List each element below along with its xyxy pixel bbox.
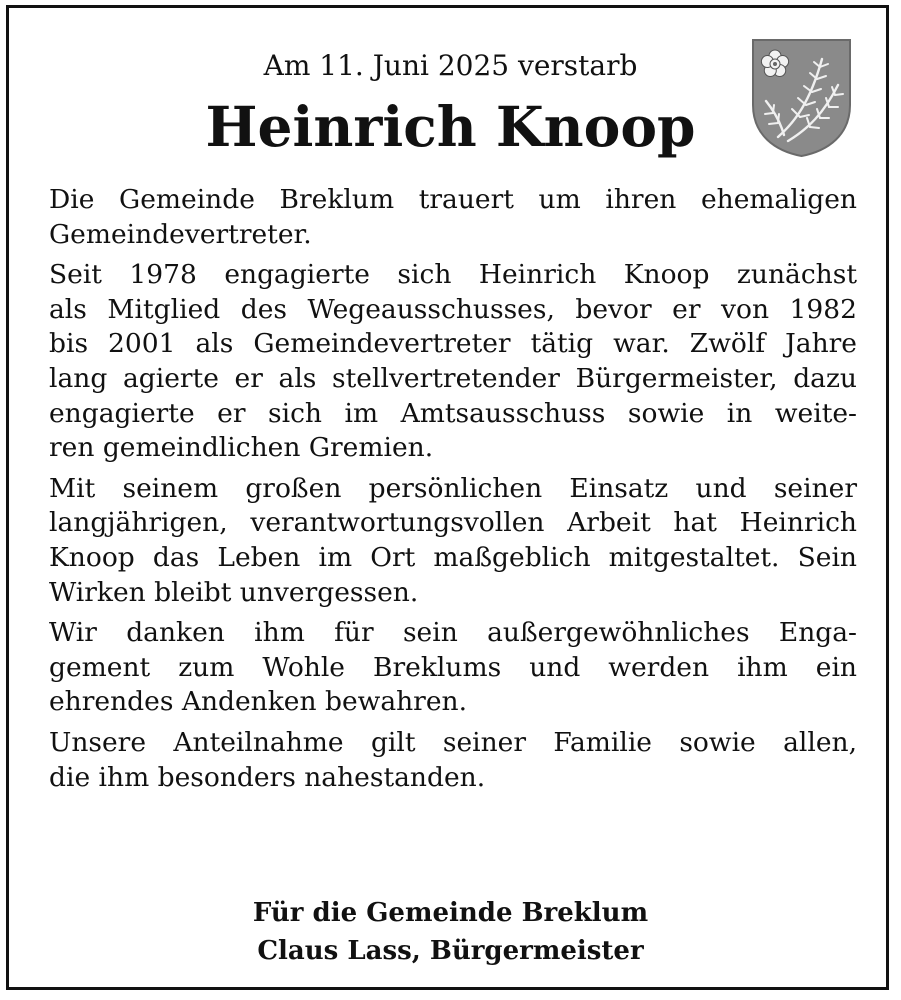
- text-line: die ihm besonders nahestanden.: [49, 761, 486, 793]
- text-line: Seit 1978 engagierte sich Heinrich Knoop zunächst: [49, 259, 857, 291]
- text-line: langjährigen, verantwortungsvollen Arbeit hat Heinrich: [49, 507, 857, 539]
- signature-block: [0, 894, 901, 970]
- text-line: ren gemeindlichen Gremien.: [49, 432, 434, 464]
- pre-title: Am 11. Juni 2025 verstarb: [263, 49, 638, 82]
- text-line: Wir danken ihm für sein außergewöhnliches Enga-: [49, 617, 857, 649]
- municipal-coat-of-arms-icon: [750, 37, 853, 159]
- text-line: Unsere Anteilnahme gilt seiner Familie sowie allen,: [49, 726, 857, 758]
- text-line: gement zum Wohle Breklums und werden ihm ein: [49, 651, 857, 683]
- deceased-name: Heinrich Knoop: [205, 94, 696, 159]
- paragraph-5: [49, 726, 857, 795]
- paragraph-2: [49, 258, 857, 466]
- text-line: Mit seinem großen persönlichen Einsatz und seiner: [49, 472, 857, 504]
- text-line: ehrendes Andenken bewahren.: [49, 686, 468, 718]
- text-line: Wirken bleibt unvergessen.: [49, 576, 419, 608]
- text-line: lang agierte er als stellvertretender Bürgermeister, dazu: [49, 362, 857, 394]
- text-line: bis 2001 als Gemeindevertreter tätig war. Zwölf Jahre: [49, 328, 857, 360]
- signature-mayor: Claus Lass, Bürgermeister: [257, 936, 644, 966]
- text-line: Die Gemeinde Breklum trauert um ihren ehemaligen: [49, 184, 857, 215]
- text-line: engagierte er sich im Amtsausschuss sowie in weite-: [49, 397, 857, 429]
- paragraph-1: [49, 183, 857, 252]
- text-line: Gemeindevertreter.: [49, 218, 312, 250]
- paragraph-3: [49, 472, 857, 610]
- text-line: als Mitglied des Wegeausschusses, bevor er von 1982: [49, 293, 857, 325]
- text-line: Knoop das Leben im Ort maßgeblich mitgestaltet. Sein: [49, 541, 857, 573]
- signature-organization: Für die Gemeinde Breklum: [252, 898, 649, 928]
- paragraph-4: [49, 616, 857, 720]
- notice-body: [49, 183, 857, 801]
